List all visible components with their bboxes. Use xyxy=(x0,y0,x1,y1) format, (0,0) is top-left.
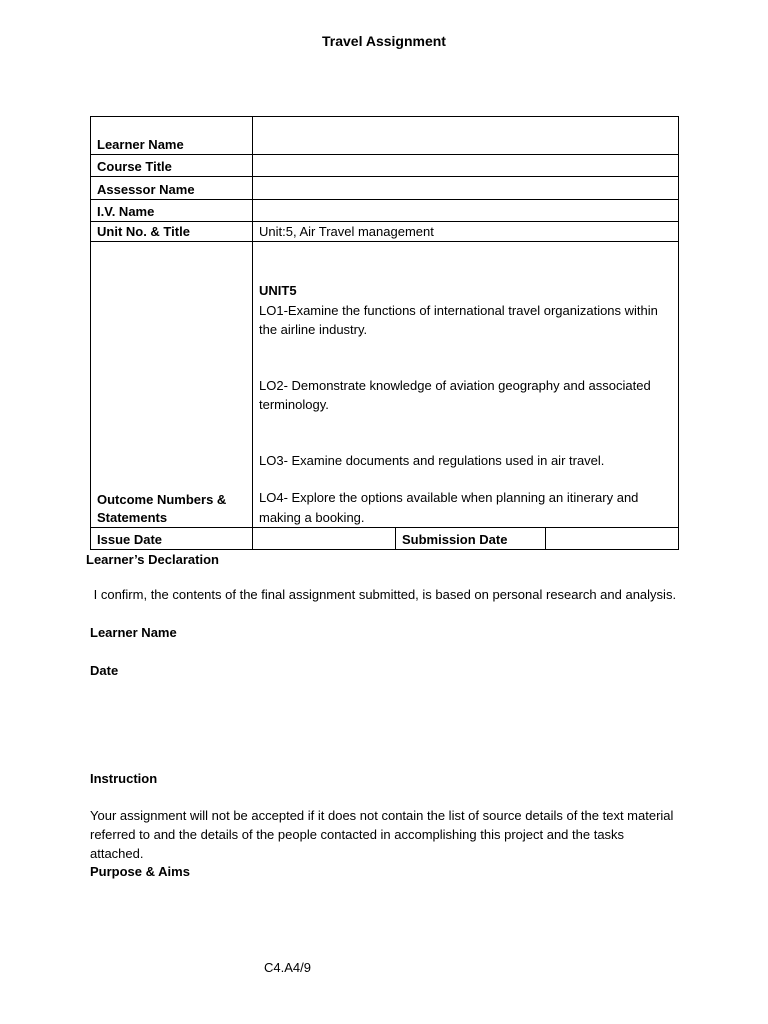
issue-date-value xyxy=(253,528,396,550)
unit-label: Unit No. & Title xyxy=(91,222,253,242)
outcome-lo1: LO1-Examine the functions of international travel organizations within the airline industry. xyxy=(259,302,658,337)
issue-date-label: Issue Date xyxy=(91,528,253,550)
submission-date-label: Submission Date xyxy=(396,528,546,550)
outcome-lo4: LO4- Explore the options available when planning an itinerary and making a booking. xyxy=(259,490,639,525)
outcome-label-line1: Outcome Numbers & xyxy=(97,492,227,507)
instruction-heading: Instruction xyxy=(90,771,158,786)
declaration-date-label: Date xyxy=(90,663,119,678)
declaration-learner-name-label: Learner Name xyxy=(90,625,177,640)
declaration-heading: Learner’s Declaration xyxy=(86,552,219,567)
row-assessor-name xyxy=(91,177,679,200)
instruction-text: Your assignment will not be accepted if it does not contain the list of source details of the text material referred to and the details of the people contacted in accomplishing this project and the tasks attached. xyxy=(90,808,674,861)
assessor-name-value xyxy=(253,177,679,200)
outcome-lo3: LO3- Examine documents and regulations used in air travel. xyxy=(259,452,605,468)
outcome-label-line2: Statements xyxy=(97,510,168,525)
row-course-title xyxy=(91,155,679,177)
declaration-text: I confirm, the contents of the final assignment submitted, is based on personal research and analysis. xyxy=(90,587,677,602)
outcome-heading: UNIT5 xyxy=(259,283,297,298)
unit-value: Unit:5, Air Travel management xyxy=(253,222,679,242)
learner-name-value xyxy=(253,117,679,155)
iv-name-value xyxy=(253,200,679,222)
page-code: C4.A4/9 xyxy=(264,960,311,975)
row-iv-name xyxy=(91,200,679,222)
row-dates xyxy=(91,528,679,550)
row-outcomes xyxy=(91,242,679,528)
row-unit xyxy=(91,222,679,242)
outcome-lo2: LO2- Demonstrate knowledge of aviation geography and associated terminology. xyxy=(259,377,651,412)
assessor-name-label: Assessor Name xyxy=(91,177,253,200)
iv-name-label: I.V. Name xyxy=(91,200,253,222)
assignment-form-table xyxy=(90,116,679,550)
learner-name-label: Learner Name xyxy=(91,117,253,155)
course-title-label: Course Title xyxy=(91,155,253,177)
outcome-statements xyxy=(253,242,679,528)
outcome-label xyxy=(91,242,253,528)
row-learner-name xyxy=(91,117,679,155)
course-title-value xyxy=(253,155,679,177)
document-title: Travel Assignment xyxy=(322,33,446,49)
submission-date-value xyxy=(546,528,679,550)
purpose-heading: Purpose & Aims xyxy=(90,864,190,879)
